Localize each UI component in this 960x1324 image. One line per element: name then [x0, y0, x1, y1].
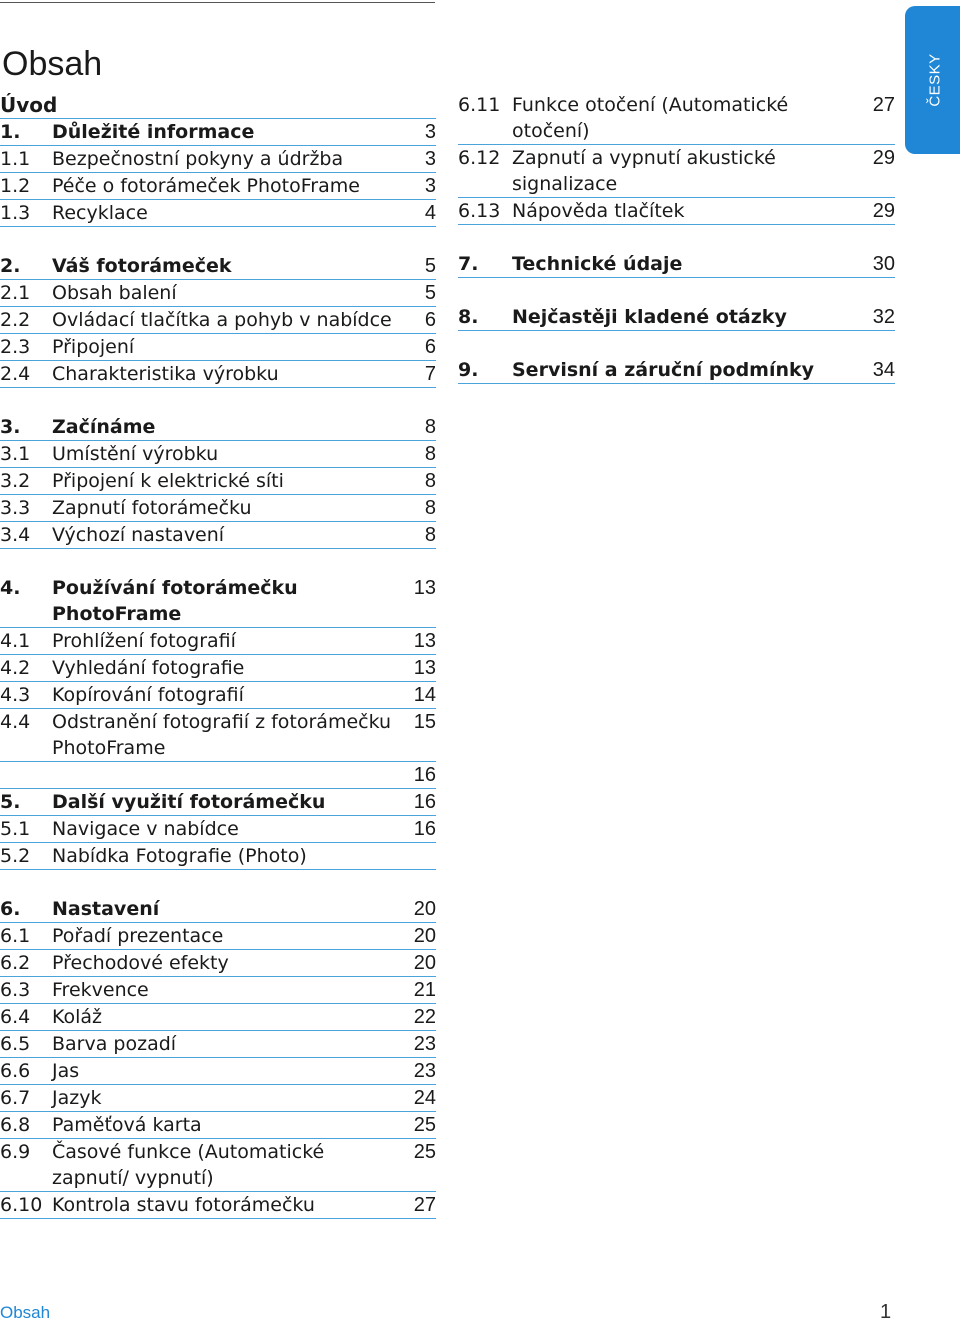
- language-tab: [905, 6, 960, 154]
- toc-entry-number: 6.7: [0, 1087, 31, 1109]
- toc-entry-row[interactable]: [0, 200, 436, 227]
- toc-entry-number: 5.1: [0, 818, 31, 840]
- toc-section: [458, 92, 895, 225]
- toc-entry-row[interactable]: [0, 655, 436, 682]
- toc-entry-page: 8: [424, 524, 436, 546]
- toc-entry-number: 1.: [0, 121, 21, 143]
- toc-entry-page: 8: [424, 416, 436, 438]
- toc-entry-row[interactable]: [0, 468, 436, 495]
- toc-entry-number: 5.2: [0, 845, 31, 867]
- toc-section: [458, 251, 895, 278]
- toc-entry-page: 32: [872, 306, 895, 328]
- toc-entry-title: Obsah balení: [52, 282, 177, 304]
- toc-entry-title: Další využití fotorámečku: [52, 791, 326, 813]
- page-number: 1: [880, 1301, 892, 1323]
- toc-chapter-row[interactable]: [0, 253, 436, 280]
- toc-entry-page: 16: [413, 791, 436, 813]
- toc-entry-title: Odstranění fotografií z fotorámečku PhotoFrame: [52, 711, 392, 759]
- toc-entry-number: 3.: [0, 416, 21, 438]
- toc-entry-page: 23: [413, 1033, 436, 1055]
- toc-entry-number: 1.1: [0, 148, 31, 170]
- toc-entry-number: 4.1: [0, 630, 31, 652]
- toc-entry-title: Začínáme: [52, 416, 156, 438]
- toc-entry-number: 6.2: [0, 952, 31, 974]
- toc-entry-row[interactable]: [0, 1112, 436, 1139]
- toc-entry-row[interactable]: [0, 843, 436, 870]
- toc-chapter-row[interactable]: [458, 304, 895, 331]
- toc-entry-title: Technické údaje: [512, 253, 683, 275]
- toc-entry-number: 6.6: [0, 1060, 31, 1082]
- toc-entry-number: 6.8: [0, 1114, 31, 1136]
- toc-entry-number: 3.3: [0, 497, 31, 519]
- toc-entry-title: Kopírování fotografií: [52, 684, 244, 706]
- toc-chapter-row[interactable]: [0, 414, 436, 441]
- toc-entry-row[interactable]: [0, 816, 436, 843]
- toc-entry-page: 13: [413, 657, 436, 679]
- toc-entry-page: 23: [413, 1060, 436, 1082]
- toc-entry-row[interactable]: [458, 198, 895, 225]
- toc-entry-number: 3.1: [0, 443, 31, 465]
- toc-entry-title: Bezpečnostní pokyny a údržba: [52, 148, 344, 170]
- toc-entry-page: 7: [424, 363, 436, 385]
- toc-entry-row[interactable]: [0, 495, 436, 522]
- toc-entry-title: Barva pozadí: [52, 1033, 177, 1055]
- toc-section: [458, 357, 895, 384]
- toc-entry-number: 2.: [0, 255, 21, 277]
- toc-entry-title: Nastavení: [52, 898, 160, 920]
- toc-entry-title: Přechodové efekty: [52, 952, 229, 974]
- toc-entry-row[interactable]: [0, 1058, 436, 1085]
- toc-entry-page: 3: [424, 175, 436, 197]
- toc-entry-row[interactable]: [0, 709, 436, 762]
- toc-entry-page: 27: [872, 94, 895, 116]
- toc-entry-title: Charakteristika výrobku: [52, 363, 279, 385]
- toc-entry-page: 25: [413, 1141, 436, 1163]
- toc-entry-title: Používání fotorámečku PhotoFrame: [52, 577, 298, 625]
- toc-chapter-row[interactable]: [458, 357, 895, 384]
- toc-entry-number: 4.2: [0, 657, 31, 679]
- toc-entry-number: 6.1: [0, 925, 31, 947]
- toc-entry-title: Kontrola stavu fotorámečku: [52, 1194, 315, 1216]
- toc-entry-number: 6.5: [0, 1033, 31, 1055]
- toc-entry-number: 9.: [458, 359, 479, 381]
- toc-entry-number: 1.3: [0, 202, 31, 224]
- toc-entry-number: 1.2: [0, 175, 31, 197]
- toc-entry-number: 6.11: [458, 94, 501, 116]
- toc-entry-title: Navigace v nabídce: [52, 818, 239, 840]
- toc-entry-title: Péče o fotorámeček PhotoFrame: [52, 175, 360, 197]
- toc-left-sections: [0, 119, 436, 1219]
- toc-entry-page: 13: [413, 630, 436, 652]
- toc-entry-title: Pořadí prezentace: [52, 925, 224, 947]
- toc-entry-number: 7.: [458, 253, 479, 275]
- toc-entry-page: 3: [424, 148, 436, 170]
- toc-entry-title: Jazyk: [52, 1087, 102, 1109]
- toc-entry-page: 29: [872, 200, 895, 222]
- toc-entry-row[interactable]: [0, 334, 436, 361]
- toc-entry-title: Zapnutí a vypnutí akustické signalizace: [512, 147, 776, 195]
- toc-entry-page: 20: [413, 952, 436, 974]
- toc-entry-title: Koláž: [52, 1006, 103, 1028]
- toc-entry-number: 2.3: [0, 336, 31, 358]
- toc-chapter-row[interactable]: [458, 251, 895, 278]
- toc-entry-row[interactable]: [0, 1192, 436, 1219]
- toc-entry-page: 25: [413, 1114, 436, 1136]
- toc-entry-page: 5: [424, 255, 436, 277]
- toc-entry-row[interactable]: [0, 762, 436, 789]
- toc-entry-page: 15: [413, 711, 436, 733]
- page-title: Obsah: [2, 44, 103, 83]
- toc-entry-row[interactable]: [0, 361, 436, 388]
- language-tab-label: ČESKY: [926, 53, 944, 107]
- toc-entry-row[interactable]: [458, 92, 895, 145]
- toc-chapter-row[interactable]: [0, 119, 436, 146]
- toc-entry-title: Důležité informace: [52, 121, 255, 143]
- toc-right-column: [458, 92, 895, 410]
- toc-entry-number: 6.9: [0, 1141, 31, 1163]
- toc-section: [0, 119, 436, 227]
- toc-entry-page: 3: [424, 121, 436, 143]
- toc-entry-number: 2.1: [0, 282, 31, 304]
- toc-entry-title: Výchozí nastavení: [52, 524, 225, 546]
- toc-entry-page: 5: [424, 282, 436, 304]
- toc-entry-row[interactable]: [0, 628, 436, 655]
- toc-entry-number: 8.: [458, 306, 479, 328]
- toc-entry-page: 8: [424, 443, 436, 465]
- toc-entry-number: 6.: [0, 898, 21, 920]
- toc-entry-number: 3.2: [0, 470, 31, 492]
- toc-entry-row[interactable]: [0, 977, 436, 1004]
- toc-entry-row[interactable]: [0, 1139, 436, 1192]
- toc-entry-number: 6.4: [0, 1006, 31, 1028]
- toc-chapter-row[interactable]: [0, 575, 436, 628]
- toc-entry-number: 4.4: [0, 711, 31, 733]
- toc-entry-page: 8: [424, 470, 436, 492]
- toc-entry-number: 4.: [0, 577, 21, 599]
- toc-entry-row[interactable]: [0, 1004, 436, 1031]
- toc-left-column: [0, 92, 436, 1245]
- toc-entry-page: 29: [872, 147, 895, 169]
- toc-entry-number: 6.13: [458, 200, 501, 222]
- top-rule: [0, 2, 435, 3]
- toc-entry-row[interactable]: [0, 307, 436, 334]
- toc-entry-number: 6.12: [458, 147, 501, 169]
- toc-entry-page: 22: [413, 1006, 436, 1028]
- toc-section: [0, 896, 436, 1219]
- toc-entry-title: Servisní a záruční podmínky: [512, 359, 815, 381]
- toc-entry-title: Frekvence: [52, 979, 149, 1001]
- toc-entry-number: 6.10: [0, 1194, 43, 1216]
- toc-entry-number: 2.2: [0, 309, 31, 331]
- toc-entry-title: Funkce otočení (Automatické otočení): [512, 94, 789, 142]
- toc-entry-page: 21: [413, 979, 436, 1001]
- toc-entry-page: 16: [413, 764, 436, 786]
- toc-entry-title: Časové funkce (Automatické zapnutí/ vypnutí): [52, 1141, 325, 1189]
- toc-entry-page: 14: [413, 684, 436, 706]
- toc-entry-row[interactable]: [458, 145, 895, 198]
- toc-entry-page: 30: [872, 253, 895, 275]
- toc-entry-page: 27: [413, 1194, 436, 1216]
- toc-entry-title: Připojení k elektrické síti: [52, 470, 284, 492]
- toc-entry-number: 3.4: [0, 524, 31, 546]
- toc-entry-row[interactable]: [0, 682, 436, 709]
- toc-entry-page: 20: [413, 925, 436, 947]
- toc-section: [458, 304, 895, 331]
- toc-entry-title: Nápověda tlačítek: [512, 200, 685, 222]
- toc-section: [0, 253, 436, 388]
- toc-entry-title: Prohlížení fotografií: [52, 630, 236, 652]
- toc-section: [0, 414, 436, 549]
- footer-label: Obsah: [0, 1303, 51, 1322]
- toc-chapter-row[interactable]: [0, 789, 436, 816]
- toc-entry-row[interactable]: [0, 146, 436, 173]
- toc-entry-row[interactable]: [0, 173, 436, 200]
- toc-chapter-row[interactable]: [0, 896, 436, 923]
- toc-entry-number: 5.: [0, 791, 21, 813]
- toc-entry-row[interactable]: [0, 280, 436, 307]
- toc-entry-title: Nabídka Fotografie (Photo): [52, 845, 307, 867]
- toc-entry-row[interactable]: [0, 950, 436, 977]
- toc-entry-number: 4.3: [0, 684, 31, 706]
- toc-entry-page: 8: [424, 497, 436, 519]
- toc-entry-row[interactable]: [0, 923, 436, 950]
- toc-entry-title: Jas: [52, 1060, 80, 1082]
- toc-entry-title: Paměťová karta: [52, 1114, 202, 1136]
- toc-intro: Úvod: [0, 92, 436, 119]
- toc-entry-number: 6.3: [0, 979, 31, 1001]
- toc-entry-page: 16: [413, 818, 436, 840]
- toc-entry-title: Ovládací tlačítka a pohyb v nabídce: [52, 309, 392, 331]
- toc-entry-title: Váš fotorámeček: [52, 255, 232, 277]
- toc-entry-row[interactable]: [0, 1085, 436, 1112]
- toc-entry-page: 6: [424, 309, 436, 331]
- toc-entry-title: Připojení: [52, 336, 135, 358]
- toc-entry-page: 6: [424, 336, 436, 358]
- toc-right-sections: [458, 92, 895, 384]
- toc-entry-title: Nejčastěji kladené otázky: [512, 306, 787, 328]
- toc-entry-page: 34: [872, 359, 895, 381]
- toc-entry-row[interactable]: [0, 522, 436, 549]
- toc-entry-title: Zapnutí fotorámečku: [52, 497, 252, 519]
- toc-entry-title: Umístění výrobku: [52, 443, 219, 465]
- toc-entry-page: 13: [413, 577, 436, 599]
- toc-entry-number: 2.4: [0, 363, 31, 385]
- toc-entry-title: Vyhledání fotografie: [52, 657, 245, 679]
- toc-entry-page: 24: [413, 1087, 436, 1109]
- toc-entry-page: 4: [424, 202, 436, 224]
- toc-entry-row[interactable]: [0, 1031, 436, 1058]
- toc-entry-page: 20: [413, 898, 436, 920]
- toc-section: [0, 575, 436, 870]
- toc-entry-row[interactable]: [0, 441, 436, 468]
- toc-entry-title: Recyklace: [52, 202, 148, 224]
